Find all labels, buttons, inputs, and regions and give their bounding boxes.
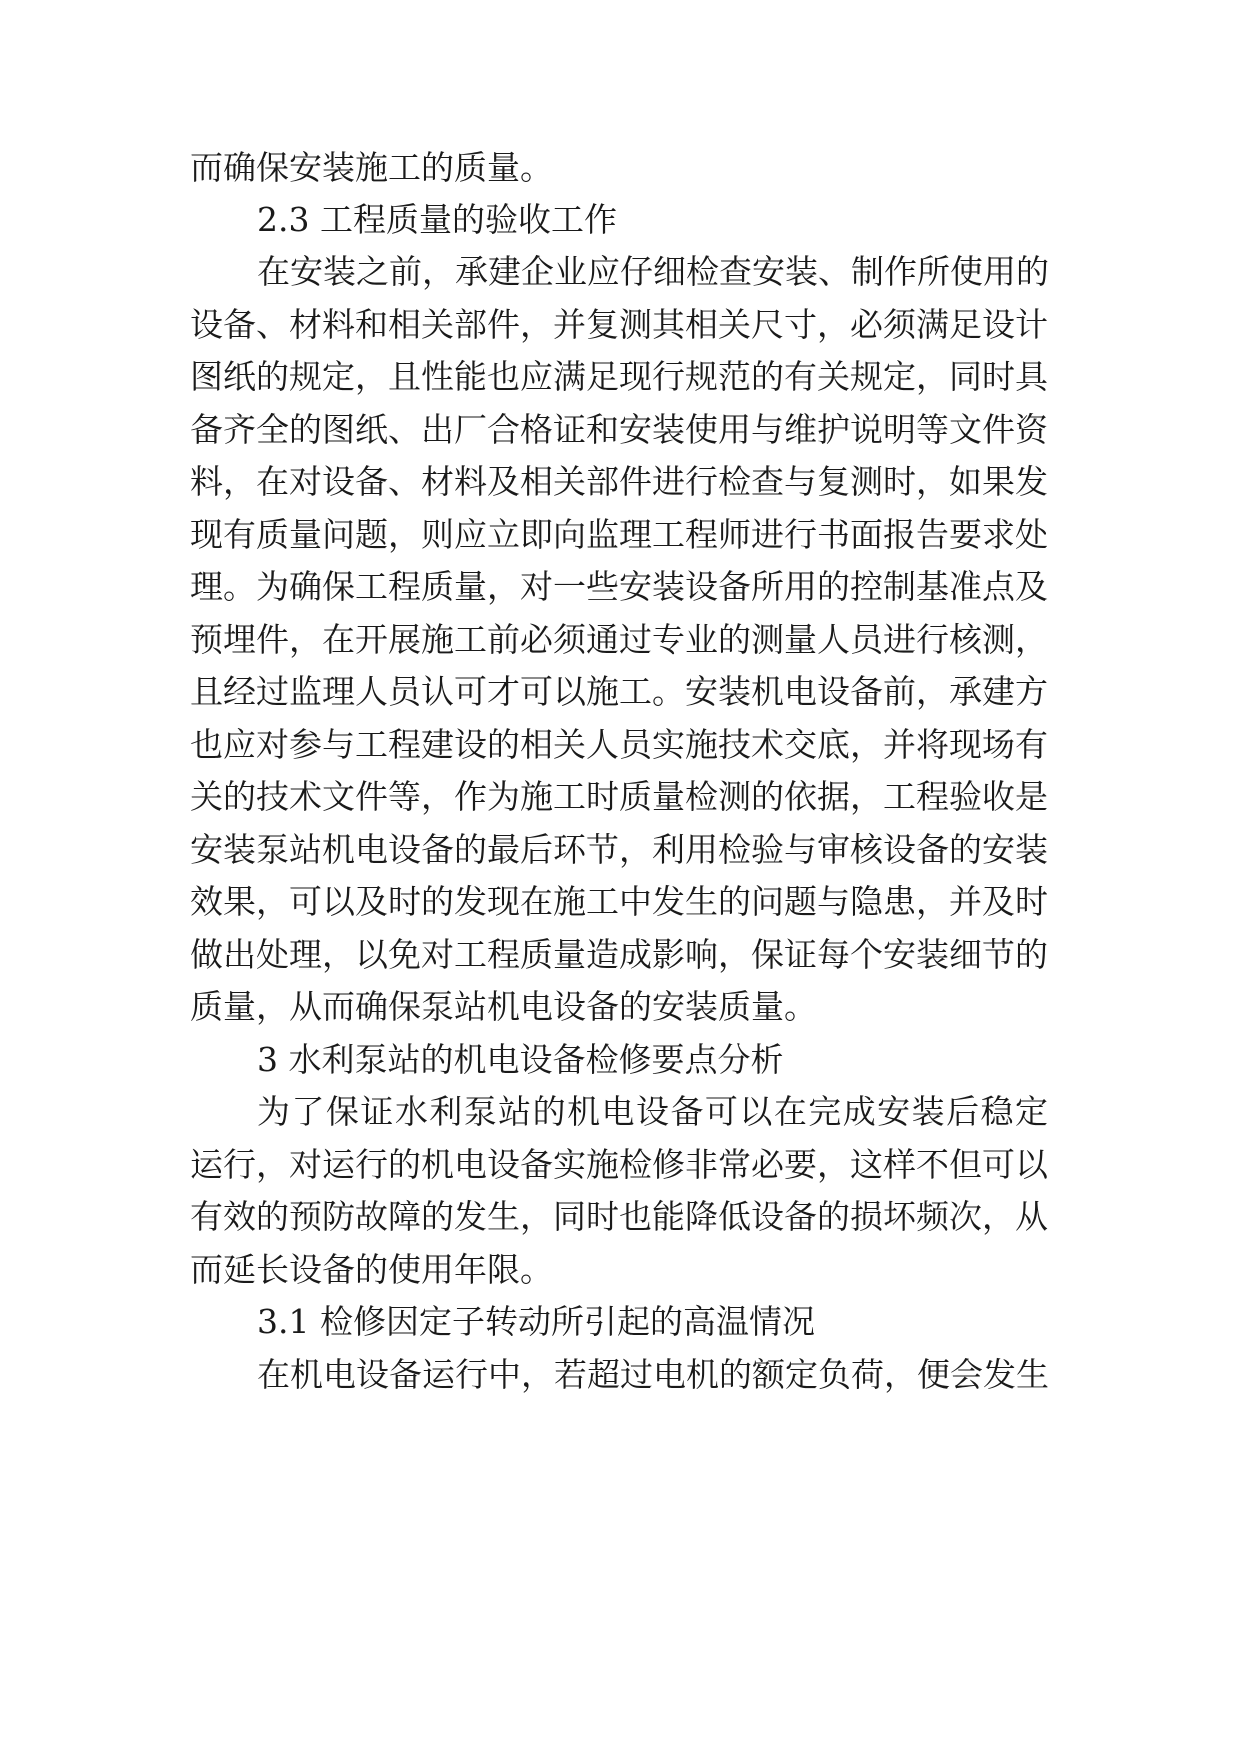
paragraph-line: 为了保证水利泵站的机电设备可以在完成安装后稳定 xyxy=(257,1092,1048,1131)
paragraph-line: 质量，从而确保泵站机电设备的安装质量。 xyxy=(190,987,817,1026)
paragraph-line: 而延长设备的使用年限。 xyxy=(190,1250,553,1289)
paragraph-line: 做出处理，以免对工程质量造成影响，保证每个安装细节的 xyxy=(190,935,1048,974)
paragraph-line: 理。为确保工程质量，对一些安装设备所用的控制基准点及 xyxy=(190,567,1048,606)
paragraph-line: 预埋件，在开展施工前必须通过专业的测量人员进行核测， xyxy=(190,620,1048,659)
paragraph-line: 运行，对运行的机电设备实施检修非常必要，这样不但可以 xyxy=(190,1145,1048,1184)
paragraph-line: 备齐全的图纸、出厂合格证和安装使用与维护说明等文件资 xyxy=(190,410,1048,449)
paragraph-line: 图纸的规定，且性能也应满足现行规范的有关规定，同时具 xyxy=(190,357,1048,396)
paragraph-line: 而确保安装施工的质量。 xyxy=(190,148,553,187)
section-heading-2-3: 2.3 工程质量的验收工作 xyxy=(257,200,617,239)
paragraph-line: 在机电设备运行中，若超过电机的额定负荷，便会发生 xyxy=(257,1355,1049,1394)
section-heading-3: 3 水利泵站的机电设备检修要点分析 xyxy=(257,1040,784,1079)
paragraph-line: 也应对参与工程建设的相关人员实施技术交底，并将现场有 xyxy=(190,725,1048,764)
paragraph-line: 有效的预防故障的发生，同时也能降低设备的损坏频次，从 xyxy=(190,1197,1048,1236)
paragraph-line: 在安装之前，承建企业应仔细检查安装、制作所使用的 xyxy=(257,252,1049,291)
section-heading-3-1: 3.1 检修因定子转动所引起的高温情况 xyxy=(257,1302,815,1341)
paragraph-line: 关的技术文件等，作为施工时质量检测的依据，工程验收是 xyxy=(190,777,1048,816)
paragraph-line: 设备、材料和相关部件，并复测其相关尺寸，必须满足设计 xyxy=(190,305,1048,344)
paragraph-line: 效果，可以及时的发现在施工中发生的问题与隐患，并及时 xyxy=(190,882,1048,921)
paragraph-line: 安装泵站机电设备的最后环节，利用检验与审核设备的安装 xyxy=(190,830,1048,869)
paragraph-line: 现有质量问题，则应立即向监理工程师进行书面报告要求处 xyxy=(190,515,1048,554)
paragraph-line: 料，在对设备、材料及相关部件进行检查与复测时，如果发 xyxy=(190,462,1048,501)
paragraph-line: 且经过监理人员认可才可以施工。安装机电设备前，承建方 xyxy=(190,672,1048,711)
